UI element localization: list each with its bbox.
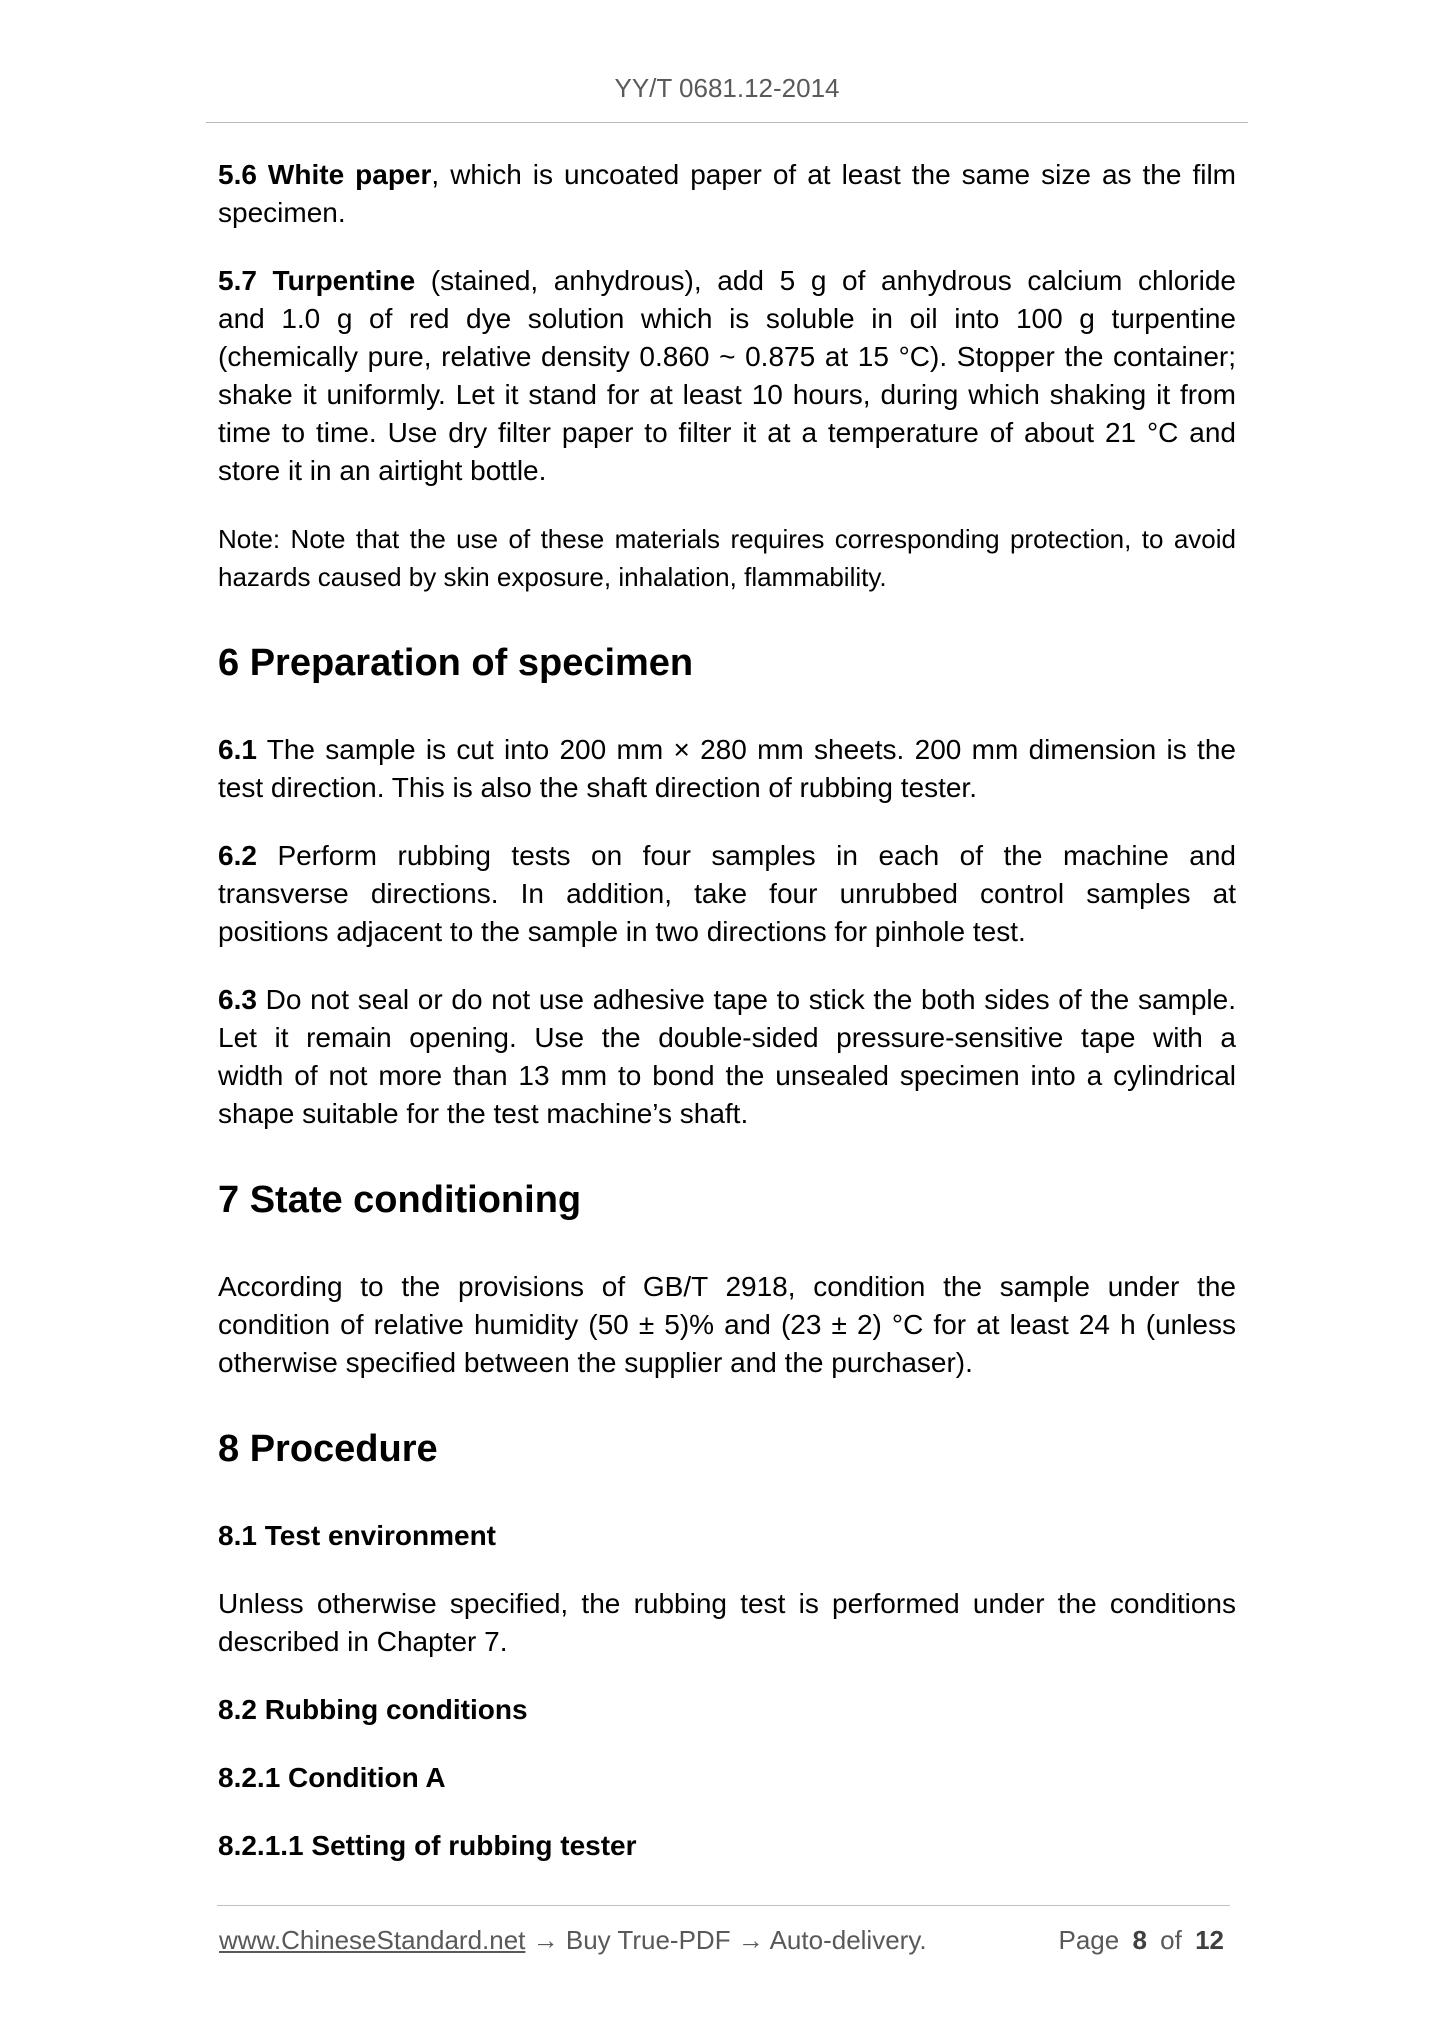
text-line: positions adjacent to the sample in two directions for pinhole test. xyxy=(218,916,1026,947)
line-text: The sample is cut into 200 mm × 280 mm sheets. 200 mm dimension is the xyxy=(266,734,1236,765)
clause-number: 6.2 xyxy=(218,840,257,871)
page-current: 8 xyxy=(1132,1925,1147,1955)
line-text: Perform rubbing tests on four samples in each of the machine and xyxy=(277,840,1237,871)
subclause-8-1-paragraph xyxy=(218,1585,1236,1661)
text-line: Let it remain opening. Use the double-sided pressure-sensitive tape with a xyxy=(218,1022,1236,1053)
text-line: Unless otherwise specified, the rubbing test is performed under the conditions xyxy=(218,1588,1236,1619)
section-heading-6: 6 Preparation of specimen xyxy=(218,642,694,684)
section-heading-8: 8 Procedure xyxy=(218,1428,438,1470)
page-of-label: of xyxy=(1160,1925,1182,1955)
running-header: YY/T 0681.12-2014 xyxy=(614,73,840,103)
footer-rule xyxy=(217,1905,1230,1906)
clause-5-6 xyxy=(218,156,1236,232)
clause-6-2 xyxy=(218,837,1236,951)
clause-6-3 xyxy=(218,981,1236,1133)
text-line: otherwise specified between the supplier and the purchaser). xyxy=(218,1347,973,1378)
subclause-heading-8-1: 8.1 Test environment xyxy=(218,1520,497,1551)
text-line: test direction. This is also the shaft direction of rubbing tester. xyxy=(218,772,977,803)
text-line: transverse directions. In addition, take four unrubbed control samples at xyxy=(218,878,1236,909)
page-total: 12 xyxy=(1195,1925,1224,1955)
clause-number: 6.1 xyxy=(218,734,257,765)
text-line: Note: Note that the use of these materials requires corresponding protection, to avoid xyxy=(218,524,1236,554)
line-text: Do not seal or do not use adhesive tape to stick the both sides of the sample. xyxy=(265,984,1236,1015)
page-label: Page xyxy=(1058,1925,1120,1955)
clause-5-7 xyxy=(218,262,1236,490)
text-line: specimen. xyxy=(218,197,346,228)
subclause-heading-8-2: 8.2 Rubbing conditions xyxy=(218,1694,528,1725)
section-heading-7: 7 State conditioning xyxy=(218,1179,582,1221)
text-line xyxy=(218,262,1236,300)
subclause-heading-8-2-1: 8.2.1 Condition A xyxy=(218,1762,446,1793)
clause-label: 5.6 White paper xyxy=(218,159,432,190)
footer-promo xyxy=(219,1924,927,1956)
footer-promo-text: → Buy True-PDF → Auto-delivery. xyxy=(532,1925,927,1955)
website-link[interactable]: www.ChineseStandard.net xyxy=(219,1925,526,1955)
header-rule xyxy=(206,122,1248,123)
section-7-paragraph xyxy=(218,1268,1236,1382)
text-line xyxy=(218,156,1236,194)
page-indicator xyxy=(1058,1924,1224,1956)
clause-6-1 xyxy=(218,731,1236,807)
text-line: condition of relative humidity (50 ± 5)% and (23 ± 2) °C for at least 24 h (unless xyxy=(218,1309,1236,1340)
text-line: shake it uniformly. Let it stand for at least 10 hours, during which shaking it from xyxy=(218,379,1236,410)
clause-label: 5.7 Turpentine xyxy=(218,265,416,296)
text-line: shape suitable for the test machine’s shaft. xyxy=(218,1098,749,1129)
text-line xyxy=(218,731,1236,769)
text-line: and 1.0 g of red dye solution which is soluble in oil into 100 g turpentine xyxy=(218,303,1236,334)
subclause-heading-8-2-1-1: 8.2.1.1 Setting of rubbing tester xyxy=(218,1830,637,1861)
text-line: width of not more than 13 mm to bond the unsealed specimen into a cylindrical xyxy=(218,1060,1236,1091)
safety-note xyxy=(218,520,1236,596)
line-text: (stained, anhydrous), add 5 g of anhydrous calcium chloride xyxy=(430,265,1236,296)
document-body xyxy=(218,156,1236,1895)
line-text: , which is uncoated paper of at least the same size as the film xyxy=(431,159,1237,190)
text-line xyxy=(218,981,1236,1019)
text-line: (chemically pure, relative density 0.860 ~ 0.875 at 15 °C). Stopper the container; xyxy=(218,341,1236,372)
text-line: hazards caused by skin exposure, inhalation, flammability. xyxy=(218,562,887,592)
text-line: store it in an airtight bottle. xyxy=(218,455,547,486)
text-line: time to time. Use dry filter paper to filter it at a temperature of about 21 °C and xyxy=(218,417,1236,448)
clause-number: 6.3 xyxy=(218,984,257,1015)
text-line: described in Chapter 7. xyxy=(218,1626,508,1657)
text-line: According to the provisions of GB/T 2918, condition the sample under the xyxy=(218,1271,1236,1302)
text-line xyxy=(218,837,1236,875)
